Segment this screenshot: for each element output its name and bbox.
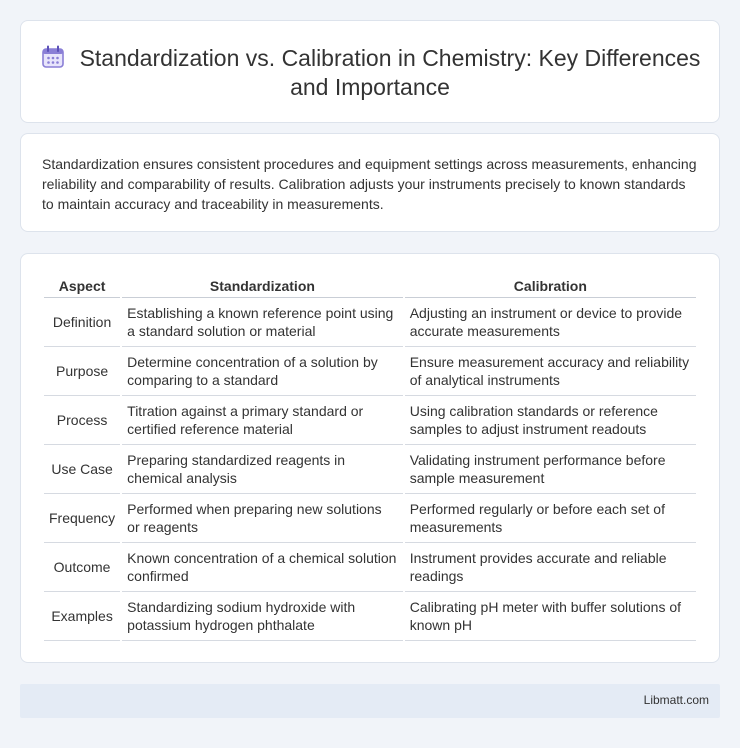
standardization-cell: Establishing a known reference point using a standard solution or material xyxy=(122,298,403,347)
aspect-cell: Purpose xyxy=(44,347,120,396)
aspect-cell: Examples xyxy=(44,592,120,641)
calibration-cell: Performed regularly or before each set of measurements xyxy=(405,494,696,543)
table-row xyxy=(44,543,696,592)
calibration-cell: Validating instrument performance before sample measurement xyxy=(405,445,696,494)
calibration-cell: Using calibration standards or reference samples to adjust instrument readouts xyxy=(405,396,696,445)
calibration-cell: Ensure measurement accuracy and reliability of analytical instruments xyxy=(405,347,696,396)
standardization-cell: Performed when preparing new solutions or reagents xyxy=(122,494,403,543)
calibration-cell: Calibrating pH meter with buffer solutions of known pH xyxy=(405,592,696,641)
calendar-icon xyxy=(40,44,66,70)
header-standardization: Standardization xyxy=(122,273,403,298)
table-row xyxy=(44,494,696,543)
aspect-cell: Process xyxy=(44,396,120,445)
page-title-wrap xyxy=(21,44,719,102)
page-title: Standardization vs. Calibration in Chemistry: Key Differences and Importance xyxy=(79,45,701,100)
header-aspect: Aspect xyxy=(44,273,120,298)
standardization-cell: Preparing standardized reagents in chemical analysis xyxy=(122,445,403,494)
table-row xyxy=(44,396,696,445)
table-header-row xyxy=(44,273,696,298)
table-row xyxy=(44,592,696,641)
summary-card xyxy=(20,133,720,232)
standardization-cell: Titration against a primary standard or certified reference material xyxy=(122,396,403,445)
aspect-cell: Use Case xyxy=(44,445,120,494)
aspect-cell: Frequency xyxy=(44,494,120,543)
calibration-cell: Instrument provides accurate and reliable readings xyxy=(405,543,696,592)
aspect-cell: Definition xyxy=(44,298,120,347)
summary-text: Standardization ensures consistent procedures and equipment settings across measurements, enhancing reliability and comparability of results. Calibration adjusts your instruments precisely to known standards to maintain accuracy and traceability in measurements. xyxy=(42,156,697,212)
table-row xyxy=(44,298,696,347)
table-row xyxy=(44,347,696,396)
footer-brand-link[interactable]: Libmatt.com xyxy=(643,693,709,707)
calibration-cell: Adjusting an instrument or device to provide accurate measurements xyxy=(405,298,696,347)
comparison-table xyxy=(42,273,698,641)
aspect-cell: Outcome xyxy=(44,543,120,592)
comparison-table-card xyxy=(20,253,720,663)
standardization-cell: Known concentration of a chemical solution confirmed xyxy=(122,543,403,592)
standardization-cell: Standardizing sodium hydroxide with potassium hydrogen phthalate xyxy=(122,592,403,641)
footer xyxy=(20,684,720,718)
header-calibration: Calibration xyxy=(405,273,696,298)
table-row xyxy=(44,445,696,494)
title-card xyxy=(20,20,720,123)
standardization-cell: Determine concentration of a solution by comparing to a standard xyxy=(122,347,403,396)
